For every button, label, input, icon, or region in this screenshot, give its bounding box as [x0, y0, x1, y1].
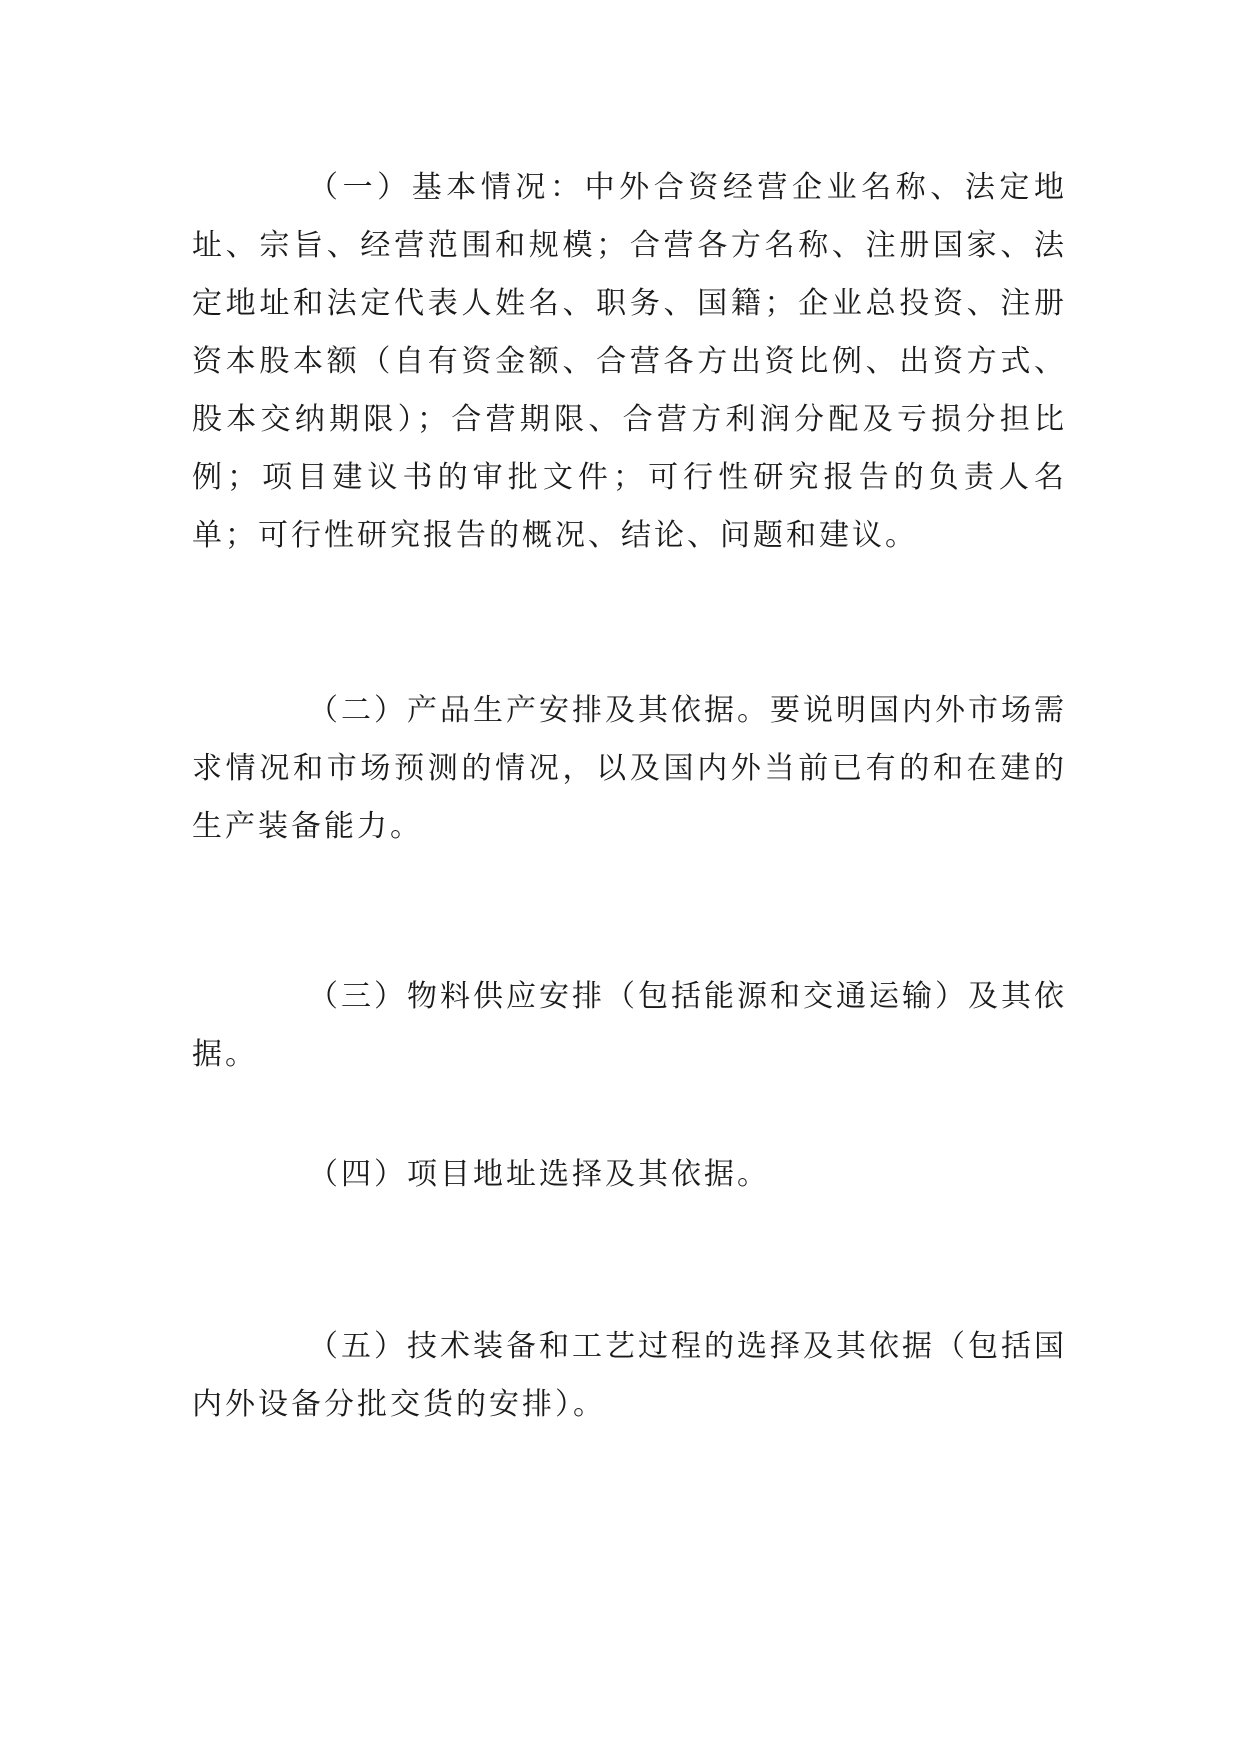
paragraph-technical-equipment: （五）技术装备和工艺过程的选择及其依据（包括国内外设备分批交货的安排）。: [192, 1329, 1067, 1422]
paragraph-site-selection: （四）项目地址选择及其依据。: [308, 1157, 770, 1192]
paragraph-basic-situation: （一）基本情况：中外合资经营企业名称、法定地址、宗旨、经营范围和规模；合营各方名称、注册国家、法定地址和法定代表人姓名、职务、国籍；企业总投资、注册资本股本额（自有资金额、合营各方出资比例、出资方式、股本交纳期限）；合营期限、合营方利润分配及亏损分担比例；项目建议书的审批文件；可行性研究报告的负责人名单；可行性研究报告的概况、结论、问题和建议。: [192, 170, 1067, 553]
paragraph-material-supply: （三）物料供应安排（包括能源和交通运输）及其依据。: [192, 979, 1067, 1072]
paragraph-production-arrangement: （二）产品生产安排及其依据。要说明国内外市场需求情况和市场预测的情况，以及国内外当前已有的和在建的生产装备能力。: [192, 693, 1067, 844]
